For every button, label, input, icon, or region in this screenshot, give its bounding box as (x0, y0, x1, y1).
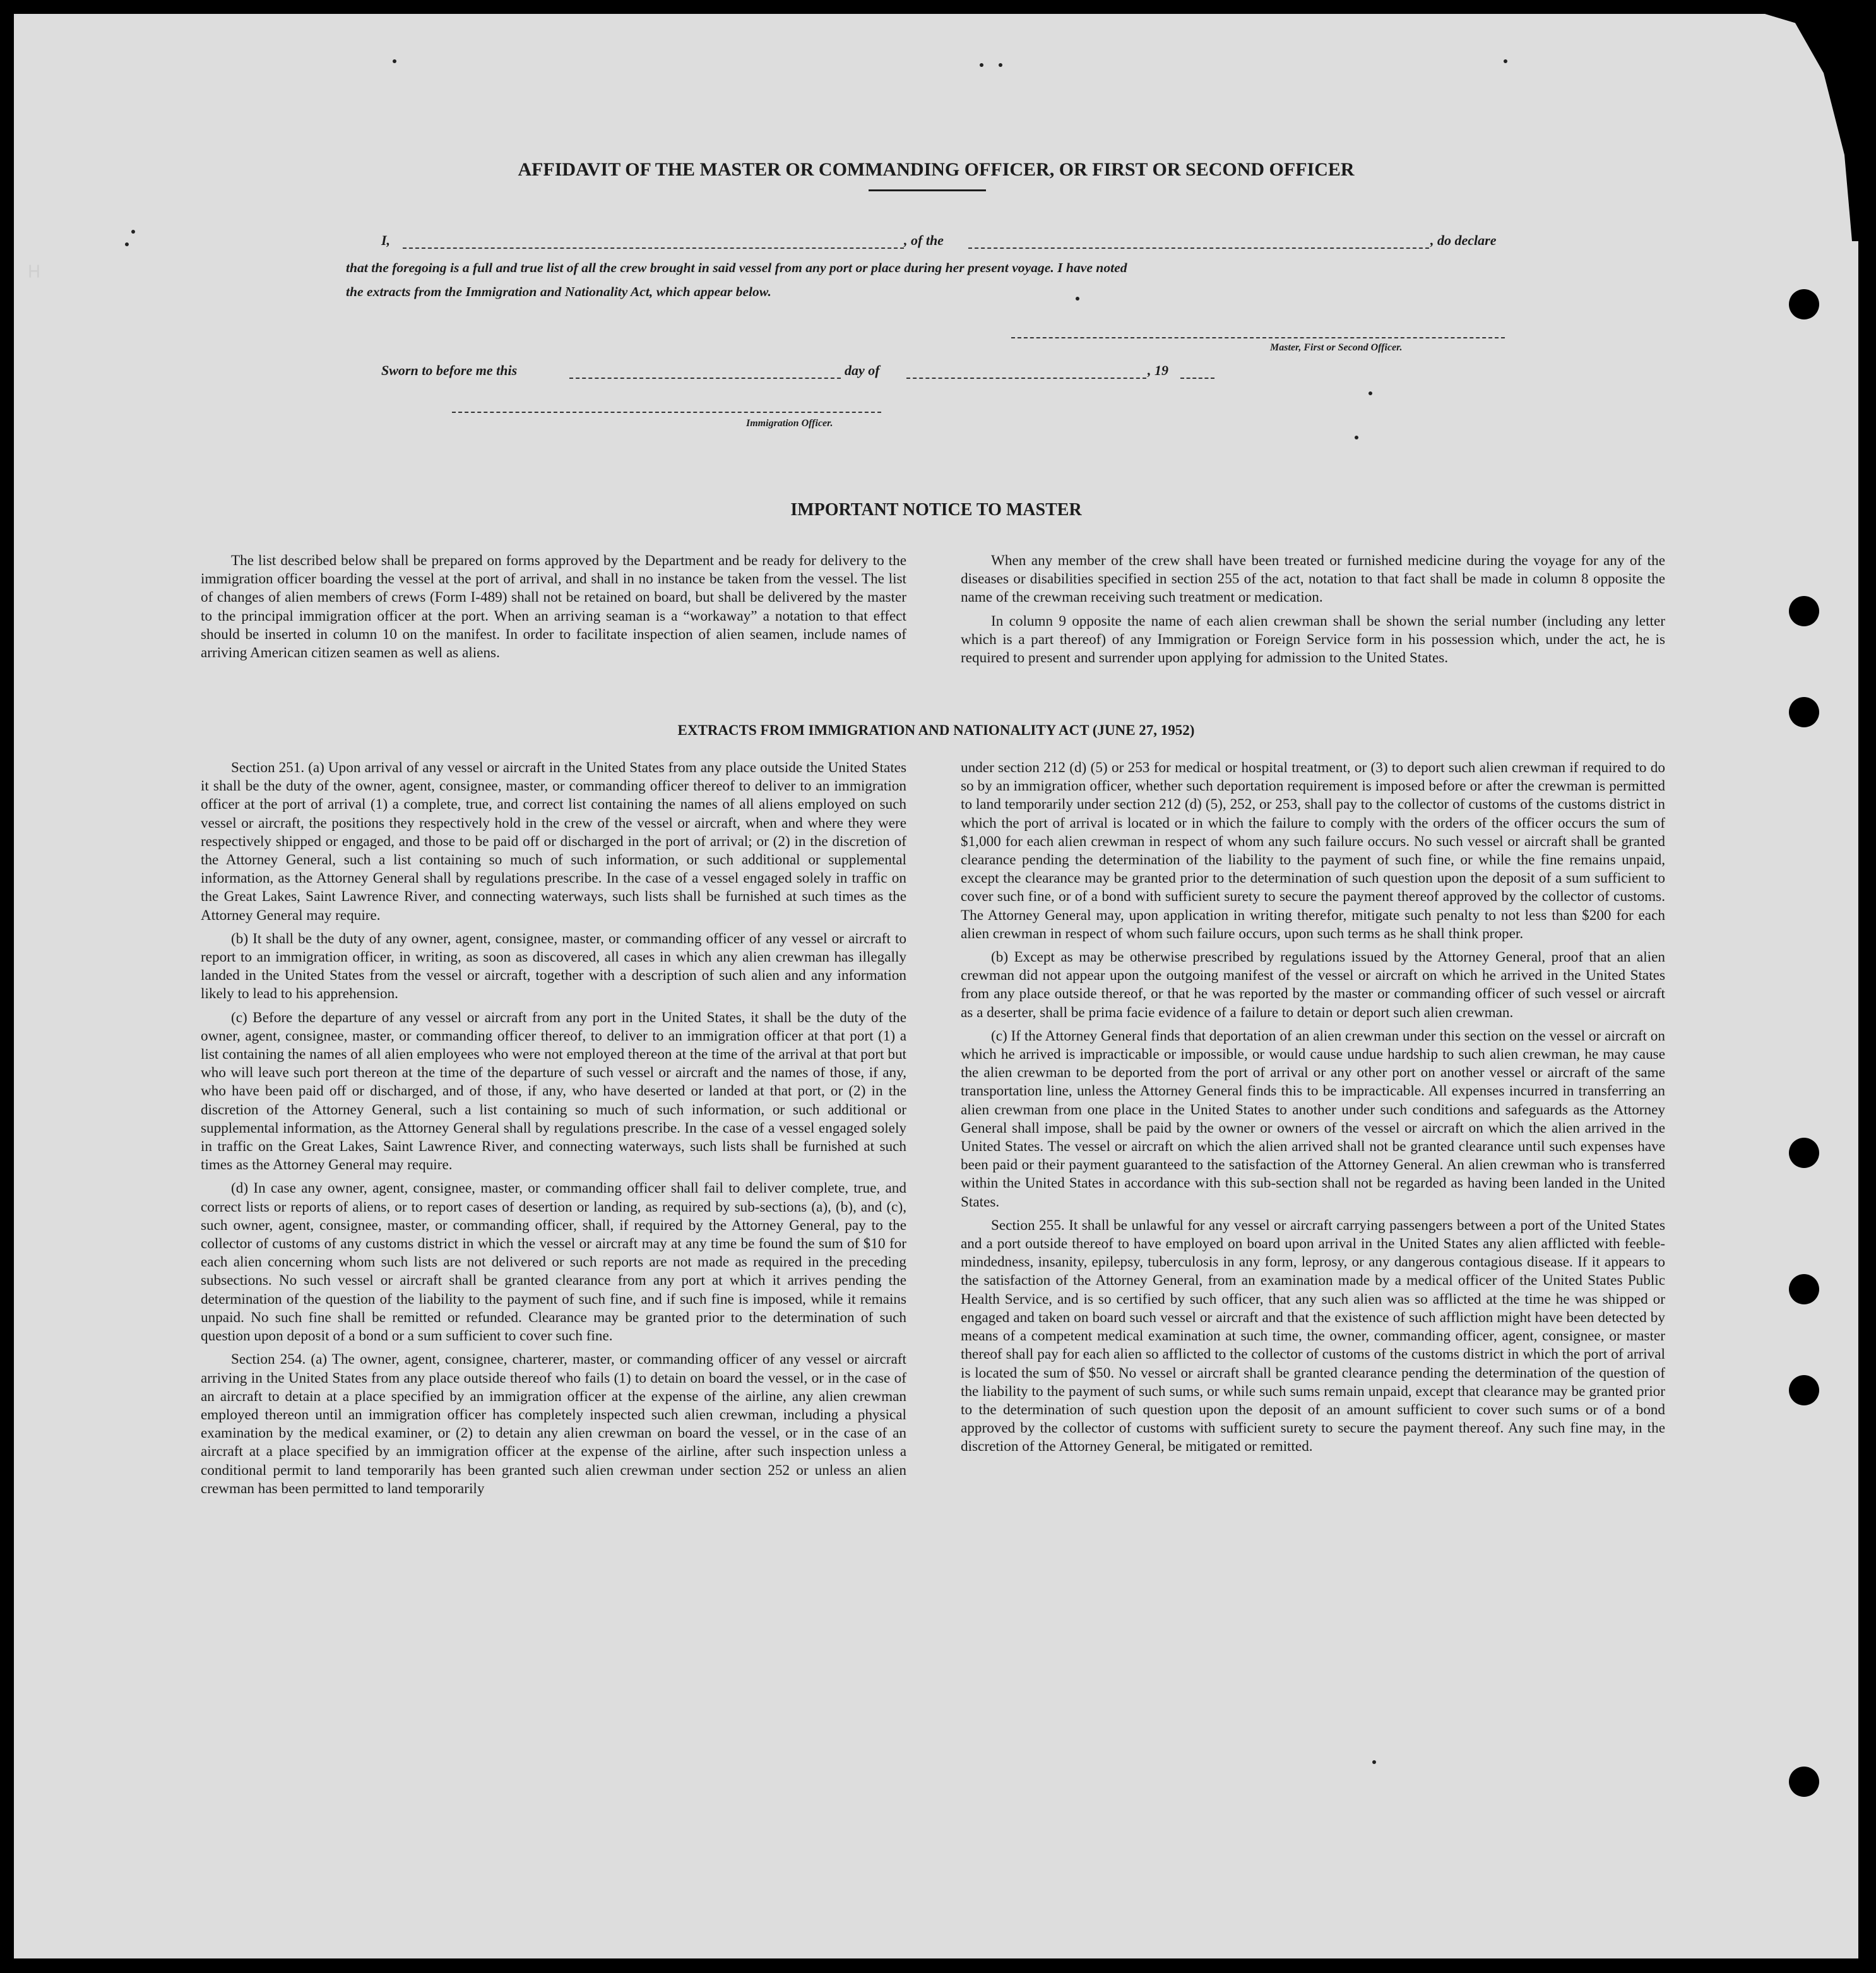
speck (125, 242, 129, 246)
speck (393, 59, 396, 63)
speck (1368, 391, 1372, 395)
officer-signature-line (452, 412, 881, 413)
speck (999, 63, 1002, 67)
sec-251-d: (d) In case any owner, agent, consignee, master, or commanding officer shall fail to deliver complete, true, and correct lists or reports of aliens, or to report cases of desertion or landing, as required by sub-sections (a), (b), and (c), such owner, agent, consignee, master, or commanding officer, shall, if required by the Attorney General, pay to the collector of customs of any customs district in which the vessel or aircraft may at any time be found the sum of $10 for each alien concerning whom such lists are not delivered or such reports are not made as required in the preceding subsections. No such vessel or aircraft shall be granted clearance from any port at which it arrives pending the determination of the question of the liability to the payment of such fine, and if such fine is imposed, while it remains unpaid. No such fine shall be remitted or refunded. Clearance may be granted prior to the determination of such question upon deposit of a bond or a sum sufficient to cover such fine. (201, 1180, 906, 1345)
document-page (14, 14, 1858, 1958)
sec-254-a: Section 254. (a) The owner, agent, consignee, charterer, master, or commanding officer of any vessel or aircraft arriving in the United States from any place outside thereof who fails (1) to detain on board the vessel, or in the case of an aircraft to detain at a place specified by an immigration officer at the expense of the airline, any alien crewman employed thereon until an immigration officer has completely inspected such alien crewman, including a physical examination by the medical examiner, or (2) to detain any alien crewman on board the vessel, or in the case of an aircraft at a place specified by an immigration officer at the expense of the airline, after such inspection unless a conditional permit to land temporarily has been granted such alien crewman under section 252 or unless an alien crewman has been permitted to land temporarily (201, 1351, 906, 1497)
i-label: I, (381, 232, 391, 248)
sworn-month-line (906, 378, 1146, 379)
sec-251-c: (c) Before the departure of any vessel or aircraft from any port in the United States, it shall be the duty of the owner, agent, consignee, master, or commanding officer thereof, to deliver to an immigration officer at that port (1) a list containing the names of all alien employees who were not employed thereon at the time of the arrival at that port but who will leave such port thereon at the time of the departure of such vessel or aircraft and the names of those, if any, who have been paid off or discharged, and of those, if any, who have deserted or landed at that port, or (2) in the discretion of the Attorney General, such a list containing so much of such information, or such additional or supplemental information, as the Attorney General shall by regulations prescribe. In the case of a vessel engaged solely in traffic on the Great Lakes, Saint Lawrence River, and connecting waterways, such lists shall be furnished at such times as the Attorney General may require. (201, 1009, 906, 1174)
notice-right (961, 552, 1665, 672)
extracts-title: EXTRACTS FROM IMMIGRATION AND NATIONALITY ACT (JUNE 27, 1952) (677, 722, 1195, 738)
extracts-left (201, 759, 906, 1503)
speck (1504, 59, 1507, 63)
affidavit-line-3: the extracts from the Immigration and Nationality Act, which appear below. (346, 284, 771, 299)
title-divider (869, 189, 986, 191)
name-line (403, 247, 904, 249)
master-caption: Master, First or Second Officer. (1270, 342, 1403, 353)
speck (131, 230, 135, 234)
officer-caption: Immigration Officer. (746, 418, 833, 429)
day-of-label: day of (845, 362, 880, 378)
extracts-right (961, 759, 1665, 1462)
affidavit-title: AFFIDAVIT OF THE MASTER OR COMMANDING OFFICER, OR FIRST OR SECOND OFFICER (518, 159, 1355, 180)
sworn-year-line (1180, 378, 1214, 379)
bleed-through-mark: ᴴ (27, 263, 42, 292)
binder-hole (1789, 596, 1819, 626)
speck (1355, 436, 1358, 439)
sec-255: Section 255. It shall be unlawful for any vessel or aircraft carrying passengers between a port of the United States and a port outside thereof to have employed on board upon arrival in the United States any alien afflicted with feeble-mindedness, insanity, epilepsy, tuberculosis in any form, leprosy, or any dangerous contagious disease. If it appears to the satisfaction of the Attorney General, from an examination made by a medical officer of the United States Public Health Service, and is so certified by such officer, that any such alien was so afflicted at the time he was shipped or engaged and taken on board such vessel or aircraft and that the existence of such affliction might have been detected by means of a competent medical examination at such time, the owner, commanding officer, agent, consignee, or master thereof shall pay for each alien so afflicted to the collector of customs of the customs district in which the port of arrival is located the sum of $50. No vessel or aircraft shall be granted clearance pending the determination of the question of the liability to the payment of such sums, or while such sums remain unpaid, except that clearance may be granted prior to the determination of such question upon the deposit of an amount sufficient to cover such sums or of a bond approved by the collector of customs with sufficient surety to secure the payment thereof. Any such fine may, in the discretion of the Attorney General, be mitigated or remitted. (961, 1217, 1665, 1455)
of-the-label: , of the (904, 232, 944, 248)
binder-hole (1789, 1138, 1819, 1168)
binder-hole (1789, 697, 1819, 727)
vessel-line (968, 247, 1429, 249)
binder-hole (1789, 1274, 1819, 1304)
sworn-label: Sworn to before me this (381, 362, 518, 378)
notice-right-paragraph-1: When any member of the crew shall have been treated or furnished medicine during the voyage for any of the diseases or disabilities specified in section 255 of the act, notation to that fact shall be made in column 8 opposite the name of the crewman receiving such treatment or medication. (961, 552, 1665, 606)
binder-hole (1789, 289, 1819, 319)
speck (1076, 297, 1079, 301)
affidavit-line-2: that the foregoing is a full and true list of all the crew brought in said vessel from any port or place during her present voyage. I have noted (346, 260, 1127, 275)
notice-left (201, 552, 906, 667)
torn-corner (1765, 14, 1860, 241)
notice-title: IMPORTANT NOTICE TO MASTER (790, 500, 1082, 520)
notice-right-paragraph-2: In column 9 opposite the name of each alien crewman shall be shown the serial number (including any letter which is a part thereof) of any Immigration or Foreign Service form in his possession which, under the act, he is required to present and surrender upon applying for admission to the United States. (961, 612, 1665, 667)
sec-254-c: (c) If the Attorney General finds that deportation of an alien crewman under this section on the vessel or aircraft on which he arrived is impracticable or impossible, or would cause undue hardship to such alien crewman, he may cause the alien crewman to be deported from the port of arrival or any other port on another vessel or aircraft of the same transportation line, unless the Attorney General finds this to be impracticable. All expenses incurred in transferring an alien crewman from one place in the United States to another under such conditions and safeguards as the Attorney General shall impose, shall be paid by the owner or owners of the vessel or aircraft on which the alien arrived in the United States. The vessel or aircraft on which the alien arrived shall not be granted clearance until such expenses have been paid or their payment guaranteed to the satisfaction of the Attorney General. An alien crewman who is transferred within the United States in accordance with this sub-section shall not be regarded as having been landed in the United States. (961, 1027, 1665, 1210)
binder-hole (1789, 1767, 1819, 1797)
sec-254-b: (b) Except as may be otherwise prescribed by regulations issued by the Attorney General, proof that an alien crewman did not appear upon the outgoing manifest of the vessel or aircraft on which he arrived in the United States from any place outside thereof, or that he was reported by the master or commanding officer of such vessel or aircraft as a deserter, shall be prima facie evidence of a failure to detain or deport such alien crewman. (961, 949, 1665, 1021)
speck (1372, 1760, 1376, 1764)
sec-251-a: Section 251. (a) Upon arrival of any vessel or aircraft in the United States from any place outside the United States it shall be the duty of the owner, agent, consignee, master, or commanding officer thereof to deliver to an immigration officer at the port of arrival (1) a complete, true, and correct list containing the names of all aliens employed on such vessel or aircraft, the positions they respectively hold in the crew of the vessel or aircraft, when and where they were respectively shipped or engaged, and those to be paid off or discharged in the port of arrival; or (2) in the discretion of the Attorney General, such a list containing so much of such information, or such additional or supplemental information, as the Attorney General shall by regulations prescribe. In the case of a vessel engaged solely in traffic on the Great Lakes, Saint Lawrence River, and connecting waterways, such lists shall be furnished at such times as the Attorney General may require. (201, 760, 906, 924)
sworn-day-line (569, 378, 841, 379)
notice-left-paragraph: The list described below shall be prepared on forms approved by the Department and be ready for delivery to the immigration officer boarding the vessel at the port of arrival, and shall in no instance be taken from the vessel. The list of changes of alien members of crews (Form I-489) shall not be retained on board, but shall be delivered by the master to the principal immigration officer at the port. When an arriving seaman is a “workaway” a notation to that effect should be inserted in column 10 on the manifest. In order to facilitate inspection of alien seamen, include names of arriving American citizen seamen as well as aliens. (201, 552, 906, 662)
binder-hole (1789, 1375, 1819, 1405)
year-label: , 19 (1148, 362, 1168, 378)
sec-251-b: (b) It shall be the duty of any owner, agent, consignee, master, or commanding officer of any vessel or aircraft to report to an immigration officer, in writing, as soon as discovered, all cases in which any alien crewman has illegally landed in the United States from the vessel or aircraft, together with a description of such alien and any information likely to lead to his apprehension. (201, 930, 906, 1003)
speck (980, 63, 983, 67)
master-signature-line (1011, 337, 1505, 338)
sec-254-a-continued: under section 212 (d) (5) or 253 for medical or hospital treatment, or (3) to deport such alien crewman if required to do so by an immigration officer, whether such deportation requirement is imposed before or after the crewman is permitted to land temporarily under section 212 (d) (5), 252, or 253, shall pay to the collector of customs of the customs district in which the port of arrival is located or in which the failure to comply with the orders of the officer occurs the sum of $1,000 for each alien crewman in respect of whom any such failure occurs. No such vessel or aircraft shall be granted clearance pending the determination of the liability to the payment of such fine, or while the fine remains unpaid, except the clearance may be granted prior to the determination of such question upon the deposit of a sum sufficient to cover such fine, or of a bond with sufficient surety to secure the payment thereof approved by the collector of customs. The Attorney General may, upon application in writing therefor, mitigate such penalty to not less than $200 for each alien crewman in respect of whom such failure occurs, upon such terms as he shall think proper. (961, 760, 1665, 942)
declare-label: , do declare (1430, 232, 1497, 248)
